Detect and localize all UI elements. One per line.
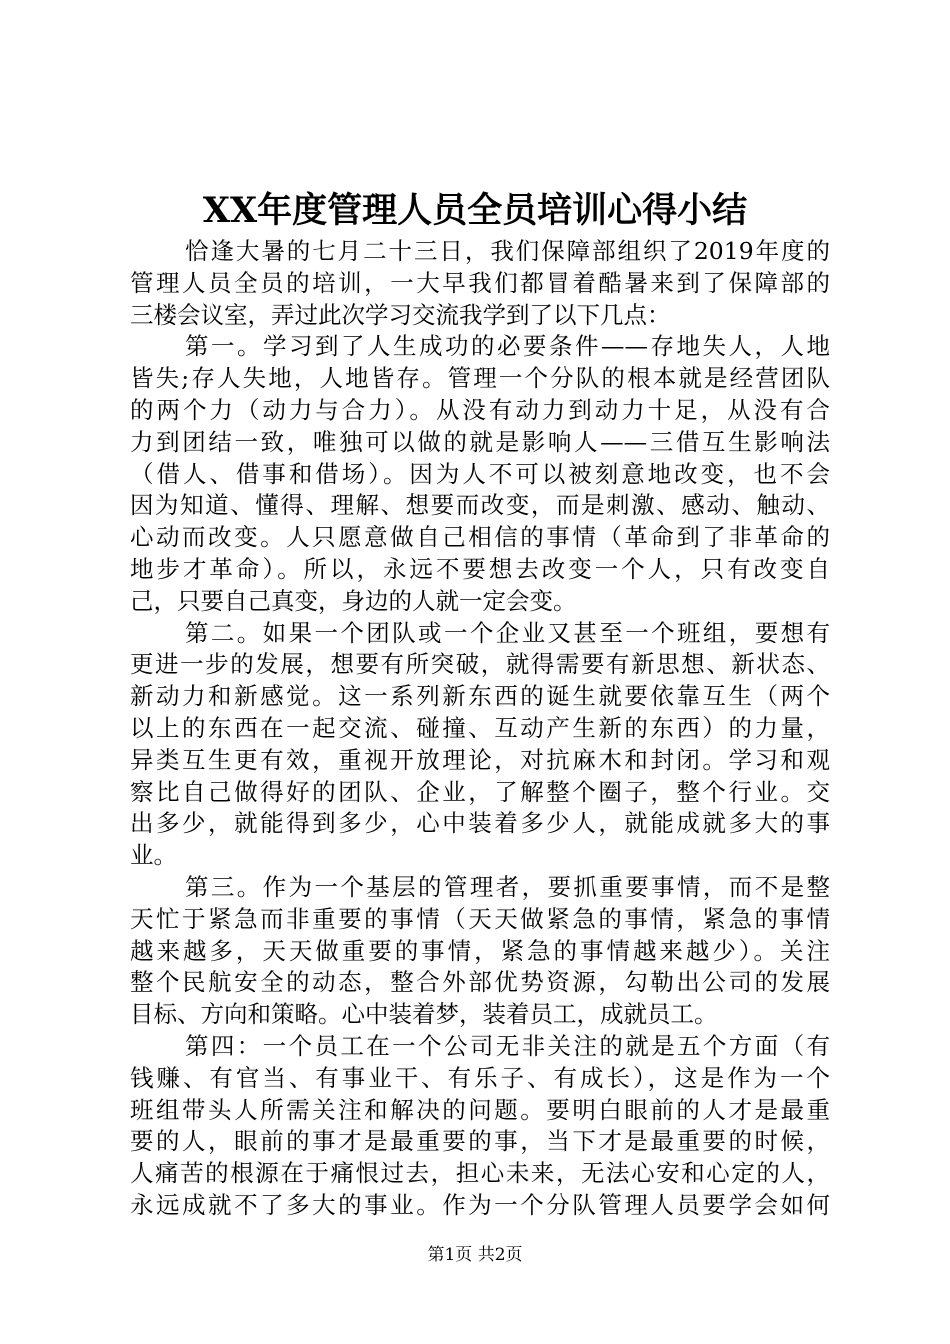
text-line: 三楼会议室，弄过此次学习交流我学到了以下几点： [130, 300, 671, 329]
text-line: 出多少，就能得到多少，心中装着多少人，就能成就多大的事 [130, 809, 830, 838]
text-line: 第二。如果一个团队或一个企业又甚至一个班组，要想有 [185, 618, 830, 647]
text-line: 目标、方向和策略。心中装着梦，装着员工，成就员工。 [130, 1000, 718, 1029]
text-line: 钱赚、有官当、有事业干、有乐子、有成长），这是作为一个 [130, 1063, 830, 1092]
text-line: 第四：一个员工在一个公司无非关注的就是五个方面（有 [185, 1031, 830, 1060]
text-line: 要的人，眼前的事才是最重要的事，当下才是最重要的时候， [130, 1127, 830, 1156]
text-line: 越来越多，天天做重要的事情，紧急的事情越来越少）。关注 [130, 936, 830, 965]
page-footer: 第1页 共2页 [427, 1245, 523, 1265]
text-line: 的两个力（动力与合力）。从没有动力到动力十足，从没有合 [130, 395, 830, 424]
text-line: 因为知道、懂得、理解、想要而改变，而是刺激、感动、触动、 [130, 491, 830, 520]
text-line: 天忙于紧急而非重要的事情（天天做紧急的事情，紧急的事情 [130, 904, 830, 933]
text-line: 管理人员全员的培训，一大早我们都冒着酷暑来到了保障部的 [130, 268, 830, 297]
text-line: 永远成就不了多大的事业。作为一个分队管理人员要学会如何 [130, 1190, 830, 1219]
text-line: 己，只要自己真变，身边的人就一定会变。 [130, 586, 577, 615]
document-body [130, 236, 830, 1222]
text-line: 察比自己做得好的团队、企业，了解整个圈子，整个行业。交 [130, 777, 830, 806]
text-line: 恰逢大暑的七月二十三日，我们保障部组织了2019年度的 [185, 237, 830, 265]
text-line: 业。 [130, 841, 177, 870]
text-line: 第一。学习到了人生成功的必要条件——存地失人，人地 [185, 332, 830, 361]
text-line: 人痛苦的根源在于痛恨过去，担心未来，无法心安和心定的人， [130, 1159, 830, 1188]
text-line: 新动力和新感觉。这一系列新东西的诞生就要依靠互生（两个 [130, 682, 830, 711]
text-line: 第三。作为一个基层的管理者，要抓重要事情，而不是整 [185, 872, 830, 901]
document-title: XX年度管理人员全员培训心得小结 [202, 190, 748, 231]
text-line: 力到团结一致，唯独可以做的就是影响人——三借互生影响法 [130, 427, 830, 456]
text-line: 地步才革命）。所以，永远不要想去改变一个人，只有改变自 [130, 554, 830, 583]
text-line: （借人、借事和借场）。因为人不可以被刻意地改变，也不会 [130, 459, 830, 488]
text-line: 皆失;存人失地，人地皆存。管理一个分队的根本就是经营团队 [130, 364, 830, 393]
text-line: 更进一步的发展，想要有所突破，就得需要有新思想、新状态、 [130, 650, 830, 679]
text-line: 班组带头人所需关注和解决的问题。要明白眼前的人才是最重 [130, 1095, 830, 1124]
text-line: 以上的东西在一起交流、碰撞、互动产生新的东西）的力量， [130, 713, 830, 742]
text-line: 整个民航安全的动态，整合外部优势资源，勾勒出公司的发展 [130, 968, 830, 997]
text-line: 异类互生更有效，重视开放理论，对抗麻木和封闭。学习和观 [130, 745, 830, 774]
text-line: 心动而改变。人只愿意做自己相信的事情（革命到了非革命的 [130, 523, 830, 552]
